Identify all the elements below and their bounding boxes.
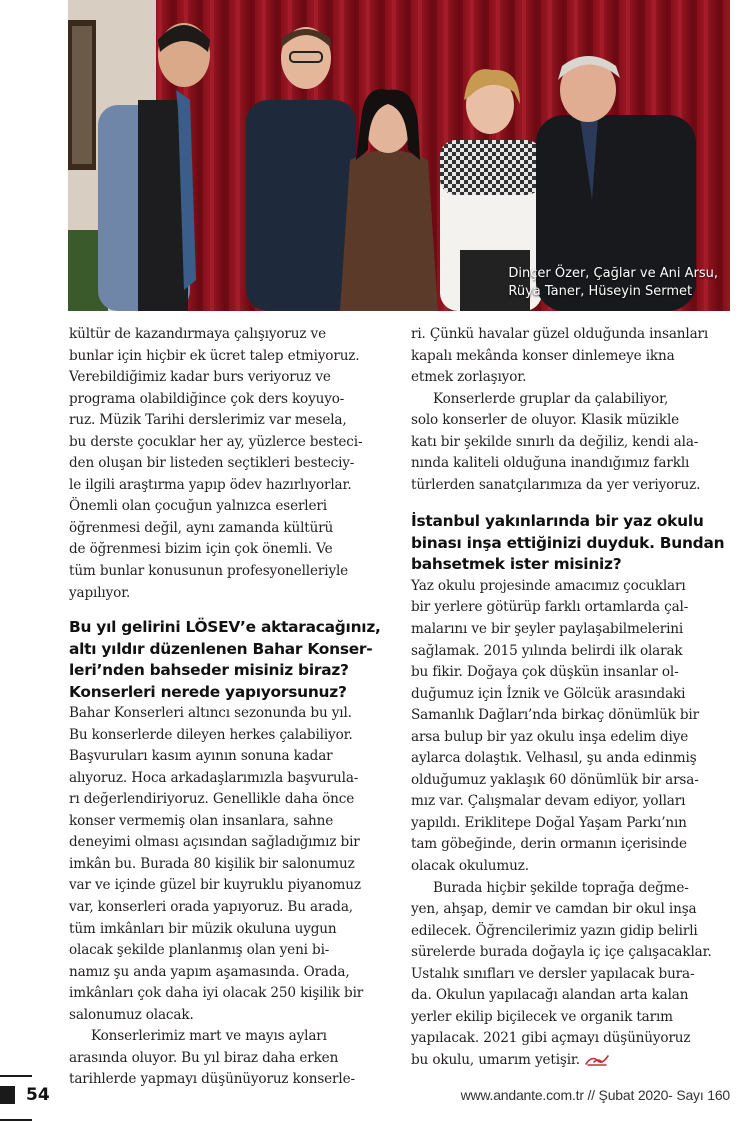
text-line: kültür de kazandırmaya çalışıyoruz ve — [69, 326, 326, 342]
text-line: imkânları çok daha iyi olacak 250 kişilik bir — [69, 985, 364, 1002]
text-line: bu fikir. Doğaya çok düşkün insanlar ol- — [411, 664, 679, 681]
text-line: var, konserleri orada yapıyoruz. Bu arada, — [69, 899, 353, 916]
text-line: bu okulu, umarım yetişir. — [411, 1051, 580, 1068]
text-line: le ilgili araştırma yapıp ödev hazırlıyorlar. — [69, 476, 352, 493]
text-line: aylarca dolaştık. Velhasıl, şu anda edinmiş — [411, 750, 697, 767]
text-line: bir yerlere götürüp farklı ortamlarda çal- — [411, 599, 689, 616]
text-line: Konserlerde gruplar da çalabiliyor, — [433, 390, 669, 407]
text-line: ri. Çünkü havalar güzel olduğunda insanları — [411, 326, 709, 342]
left-column — [69, 324, 391, 1091]
right-column — [411, 324, 731, 1071]
text-line: tüm bunlar konusunun profesyonelleriyle — [69, 563, 349, 580]
photo-caption — [508, 265, 718, 301]
text-line: programa olabildiğince çok ders koyuyo- — [69, 390, 345, 407]
text-line: arasında oluyor. Bu yıl biraz daha erken — [69, 1049, 339, 1066]
text-line: öğrenmesi değil, aynı zamanda kültürü — [69, 519, 334, 536]
text-line: Bu konserlerde dileyen herkes çalabiliyor. — [69, 726, 353, 743]
text-line: yen, ahşap, demir ve camdan bir okul inşa — [411, 901, 697, 918]
text-line: tam göbeğinde, derin ormanın içerisinde — [411, 836, 687, 853]
text-line: bunlar için hiçbir ek ücret talep etmiyoruz. — [69, 347, 360, 364]
text-line: katı bir şekilde sınırlı da değiliz, kendi ala- — [411, 433, 699, 450]
text-line: namız şu anda yapım aşamasında. Orada, — [69, 963, 350, 980]
page-marker — [0, 1086, 15, 1104]
text-line: yapıldı. Eriklitepe Doğal Yaşam Parkı’nın — [411, 814, 687, 831]
text-line: Samanlık Dağları’nda birkaç dönümlük bir — [411, 707, 699, 724]
left-paragraph-1 — [69, 324, 391, 604]
text-line: Önemli olan çocuğun yalnızca eserleri — [69, 498, 327, 515]
end-signature-icon — [584, 1053, 610, 1067]
text-line: sağlamak. 2015 yılında belirdi ilk olarak — [411, 642, 683, 659]
text-line: rı değerlendiriyoruz. Genellikle daha önce — [69, 791, 355, 808]
heading-line: altı yıldır düzenlenen Bahar Konser- — [69, 639, 373, 658]
caption-line-1: Dinçer Özer, Çağlar ve Ani Arsu, — [508, 266, 718, 281]
text-line: de öğrenmesi bizim için çok önemli. Ve — [69, 541, 333, 558]
text-line: alıyoruz. Hoca arkadaşlarımızla başvurula- — [69, 769, 359, 786]
right-paragraph-4 — [411, 878, 731, 1072]
text-line: Bahar Konserleri altıncı sezonunda bu yıl. — [69, 705, 352, 722]
text-line: bu derste çocuklar her ay, yüzlerce besteci- — [69, 433, 363, 450]
heading-line: bahsetmek ister misiniz? — [411, 555, 622, 574]
text-line: edilecek. Öğrencilerimiz yazın gidip belirli — [411, 922, 698, 939]
text-line: da. Okulun yapılacağı alandan arta kalan — [411, 987, 689, 1004]
text-line: deneyimi olması açısından sağladığımız bir — [69, 834, 360, 851]
page-number: 54 — [26, 1085, 50, 1105]
text-line: Verebildiğimiz kadar burs veriyoruz ve — [69, 369, 331, 386]
text-line: malarını ve bir şeyler paylaşabilmelerini — [411, 620, 684, 637]
text-line: Başvuruları kasım ayının sonuna kadar — [69, 748, 333, 765]
text-line: arsa bulup bir yaz okulu inşa edelim diye — [411, 728, 689, 745]
article-photo — [68, 0, 730, 311]
text-line: duğumuz için İznik ve Gölcük arasındaki — [411, 685, 686, 702]
left-paragraph-3 — [69, 1026, 391, 1091]
text-line: Konserlerimiz mart ve mayıs ayları — [91, 1028, 327, 1045]
question-heading-summer-school — [411, 511, 731, 576]
question-heading-losev — [69, 617, 391, 703]
left-paragraph-2 — [69, 703, 391, 1026]
text-line: Yaz okulu projesinde amacımız çocukları — [411, 577, 686, 594]
text-line: sürelerde burada doğayla iç içe çalışacaklar. — [411, 944, 712, 961]
text-line: tüm imkânları bir müzik okuluna uygun — [69, 920, 337, 937]
text-line: Ustalık sınıfları ve dersler yapılacak bura- — [411, 965, 695, 982]
heading-line: leri’nden bahseder misiniz biraz? — [69, 661, 349, 680]
text-line: nında kaliteli olduğuna inandığımız farklı — [411, 455, 690, 472]
right-paragraph-2 — [411, 389, 731, 497]
heading-line: İstanbul yakınlarında bir yaz okulu — [411, 512, 704, 531]
text-line: kapalı mekânda konser dinlemeye ikna — [411, 347, 675, 364]
caption-line-2: Rüya Taner, Hüseyin Sermet — [508, 284, 693, 299]
heading-line: binası inşa ettiğinizi duyduk. Bundan — [411, 533, 725, 552]
text-line: salonumuz olacak. — [69, 1006, 194, 1023]
text-line: olduğumuz yaklaşık 60 dönümlük bir arsa- — [411, 771, 699, 788]
text-line: solo konserler de oluyor. Klasik müzikle — [411, 412, 680, 429]
right-paragraph-3 — [411, 576, 731, 878]
heading-line: Konserleri nerede yapıyorsunuz? — [69, 682, 347, 701]
footer-rule-top — [0, 1075, 32, 1077]
text-line: yapılacak. 2021 gibi açmayı düşünüyoruz — [411, 1030, 691, 1047]
heading-line: Bu yıl gelirini LÖSEV’e aktaracağınız, — [69, 618, 381, 637]
text-line: tarihlerde yapmayı düşünüyoruz konserle- — [69, 1071, 355, 1088]
text-line: Burada hiçbir şekilde toprağa değme- — [433, 879, 689, 896]
text-line: etmek zorlaşıyor. — [411, 369, 527, 386]
text-line: imkân bu. Burada 80 kişilik bir salonumuz — [69, 855, 355, 872]
text-line: yapılıyor. — [69, 584, 131, 601]
text-line: olacak şekilde planlanmış olan yeni bi- — [69, 942, 330, 959]
text-line: türlerden sanatçılarımıza da yer veriyoruz. — [411, 476, 701, 493]
text-line: konser vermemiş olan insanlara, sahne — [69, 812, 334, 829]
text-line: den oluşan bir listeden seçtikleri besteciy- — [69, 455, 355, 472]
right-paragraph-1 — [411, 324, 731, 389]
text-line: yerler ekilip biçilecek ve organik tarım — [411, 1008, 673, 1025]
text-line-last — [411, 1050, 731, 1072]
publication-info: www.andante.com.tr // Şubat 2020- Sayı 160 — [460, 1087, 730, 1103]
text-line: var ve içinde güzel bir kuyruklu piyanomuz — [69, 877, 361, 894]
text-line: olacak okulumuz. — [411, 857, 529, 874]
text-line: mız var. Çalışmalar devam ediyor, yolları — [411, 793, 686, 810]
footer-rule-bottom — [0, 1119, 32, 1121]
text-line: ruz. Müzik Tarihi derslerimiz var mesela, — [69, 412, 347, 429]
